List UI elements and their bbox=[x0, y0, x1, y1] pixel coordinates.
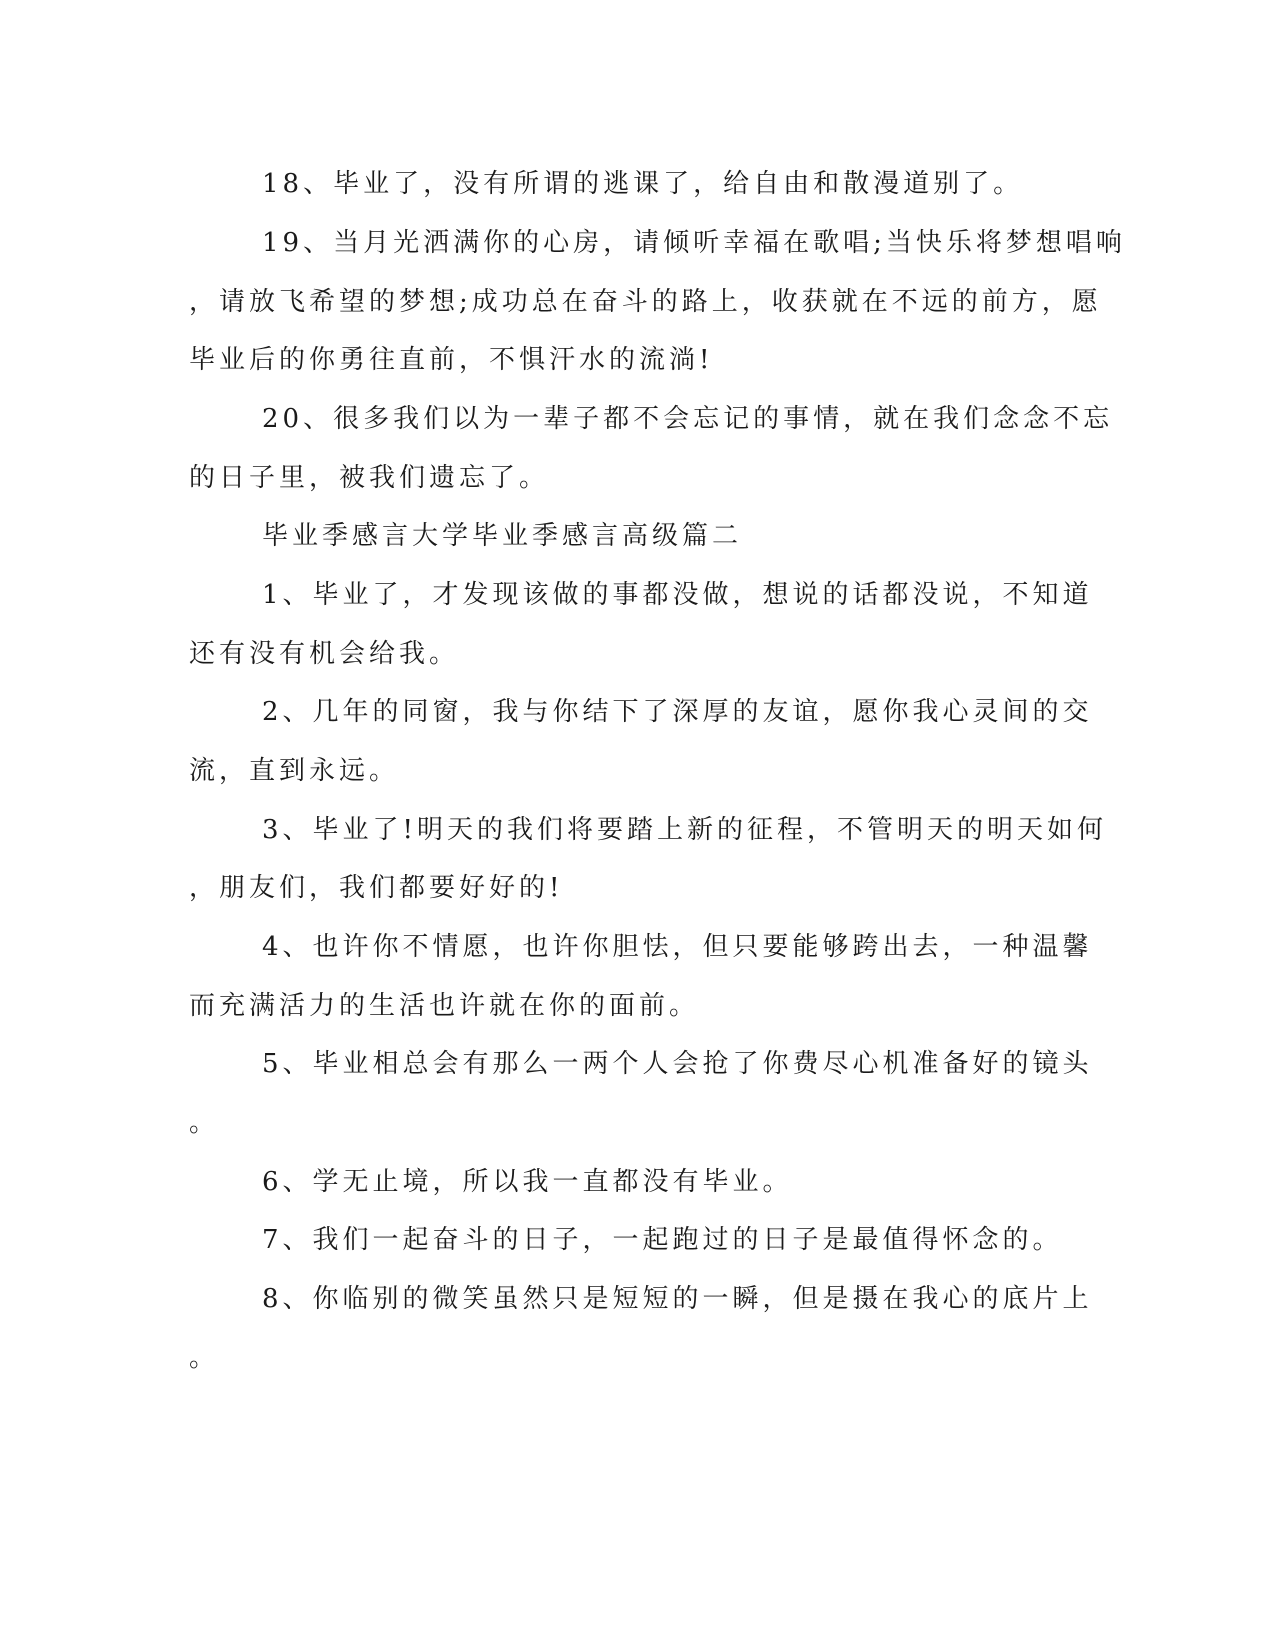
text-line: 还有没有机会给我。 bbox=[189, 639, 460, 669]
text-line: 18、毕业了，没有所谓的逃课了，给自由和散漫道别了。 bbox=[262, 169, 1024, 199]
text-line: 毕业后的你勇往直前，不惧汗水的流淌! bbox=[189, 345, 714, 375]
text-line: ，请放飞希望的梦想;成功总在奋斗的路上，收获就在不远的前方，愿 bbox=[189, 287, 1102, 317]
text-line: 1、毕业了，才发现该做的事都没做，想说的话都没说，不知道 bbox=[262, 580, 1093, 610]
text-line: 20、很多我们以为一辈子都不会忘记的事情，就在我们念念不忘 bbox=[262, 404, 1114, 434]
text-line: 8、你临别的微笑虽然只是短短的一瞬，但是摄在我心的底片上 bbox=[262, 1284, 1093, 1314]
text-line: ，朋友们，我们都要好好的! bbox=[189, 873, 564, 903]
text-line: 6、学无止境，所以我一直都没有毕业。 bbox=[262, 1167, 793, 1197]
text-line: 而充满活力的生活也许就在你的面前。 bbox=[189, 991, 700, 1021]
text-line: 4、也许你不情愿，也许你胆怯，但只要能够跨出去，一种温馨 bbox=[262, 932, 1093, 962]
text-line: 。 bbox=[189, 1108, 220, 1138]
text-line: 19、当月光洒满你的心房，请倾听幸福在歌唱;当快乐将梦想唱响 bbox=[262, 228, 1126, 258]
text-line: 5、毕业相总会有那么一两个人会抢了你费尽心机准备好的镜头 bbox=[262, 1049, 1093, 1079]
text-line: 。 bbox=[189, 1343, 220, 1373]
text-line: 7、我们一起奋斗的日子，一起跑过的日子是最值得怀念的。 bbox=[262, 1225, 1063, 1255]
text-line: 3、毕业了!明天的我们将要踏上新的征程，不管明天的明天如何 bbox=[262, 815, 1107, 845]
text-line: 的日子里，被我们遗忘了。 bbox=[189, 463, 550, 493]
text-line: 2、几年的同窗，我与你结下了深厚的友谊，愿你我心灵间的交 bbox=[262, 697, 1093, 727]
text-line: 流，直到永远。 bbox=[189, 756, 400, 786]
section-heading: 毕业季感言大学毕业季感言高级篇二 bbox=[262, 521, 743, 551]
